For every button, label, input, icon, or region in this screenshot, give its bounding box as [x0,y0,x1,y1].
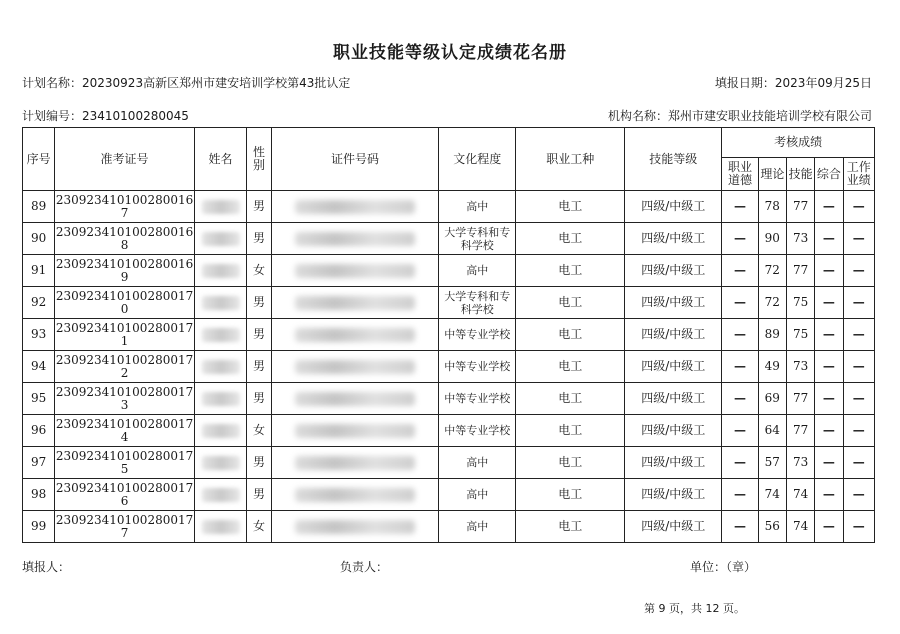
cell-ethics: — [722,319,758,351]
redaction-blur [202,232,240,246]
cell-skill: 74 [786,479,814,511]
cell-seq: 98 [23,479,55,511]
cell-seq: 96 [23,415,55,447]
cell-name-redacted [194,287,247,319]
cell-skill: 73 [786,351,814,383]
redaction-blur [295,232,415,246]
cell-education: 高中 [439,447,516,479]
cell-comprehensive: — [815,223,843,255]
cell-skill-level: 四级/中级工 [625,191,722,223]
col-header-ethics: 职业道德 [722,158,758,191]
cell-work-performance: — [843,479,874,511]
cell-gender: 男 [247,383,271,415]
cell-exam-no: 230923410100280017​4 [55,415,194,447]
cell-seq: 97 [23,447,55,479]
cell-name-redacted [194,415,247,447]
cell-skill-level: 四级/中级工 [625,287,722,319]
cell-comprehensive: — [815,447,843,479]
col-header-id-no: 证件号码 [271,128,439,191]
redaction-blur [295,200,415,214]
cell-ethics: — [722,191,758,223]
cell-ethics: — [722,479,758,511]
cell-exam-no: 230923410100280017​1 [55,319,194,351]
redaction-blur [202,520,240,534]
cell-work-performance: — [843,447,874,479]
cell-id-no-redacted [271,351,439,383]
cell-skill: 77 [786,415,814,447]
redaction-blur [295,360,415,374]
cell-seq: 89 [23,191,55,223]
cell-ethics: — [722,415,758,447]
cell-skill: 77 [786,383,814,415]
unit-seal-label: 单位：（章） [690,560,757,574]
cell-id-no-redacted [271,447,439,479]
cell-gender: 女 [247,415,271,447]
col-header-gender: 性别 [247,128,271,191]
cell-seq: 91 [23,255,55,287]
cell-theory: 56 [758,511,786,543]
cell-comprehensive: — [815,511,843,543]
cell-exam-no: 230923410100280017​2 [55,351,194,383]
redaction-blur [202,264,240,278]
cell-education: 高中 [439,511,516,543]
cell-skill-level: 四级/中级工 [625,351,722,383]
cell-exam-no: 230923410100280017​6 [55,479,194,511]
cell-id-no-redacted [271,319,439,351]
cell-seq: 99 [23,511,55,543]
redaction-blur [295,424,415,438]
redaction-blur [202,360,240,374]
table-row [23,319,875,351]
table-row [23,383,875,415]
col-header-theory: 理论 [758,158,786,191]
cell-theory: 57 [758,447,786,479]
cell-work-performance: — [843,351,874,383]
col-header-assessment: 考核成绩 [722,128,875,158]
col-header-education: 文化程度 [439,128,516,191]
cell-exam-no: 230923410100280017​0 [55,287,194,319]
cell-gender: 男 [247,287,271,319]
cell-skill-level: 四级/中级工 [625,383,722,415]
cell-comprehensive: — [815,383,843,415]
table-row [23,511,875,543]
cell-occupation: 电工 [516,511,625,543]
cell-gender: 女 [247,511,271,543]
cell-occupation: 电工 [516,255,625,287]
cell-occupation: 电工 [516,479,625,511]
cell-comprehensive: — [815,287,843,319]
cell-exam-no: 230923410100280016​7 [55,191,194,223]
cell-skill: 77 [786,191,814,223]
cell-work-performance: — [843,255,874,287]
cell-seq: 92 [23,287,55,319]
redaction-blur [202,200,240,214]
cell-id-no-redacted [271,383,439,415]
cell-name-redacted [194,383,247,415]
cell-seq: 95 [23,383,55,415]
cell-education: 高中 [439,191,516,223]
cell-skill: 75 [786,319,814,351]
cell-name-redacted [194,511,247,543]
col-header-comprehensive: 综合 [815,158,843,191]
cell-education: 大学专科和专科学校 [439,223,516,255]
document-title: 职业技能等级认定成绩花名册 [333,43,567,63]
redaction-blur [295,520,415,534]
col-header-exam-no: 准考证号 [55,128,194,191]
redaction-blur [202,456,240,470]
cell-exam-no: 230923410100280016​9 [55,255,194,287]
cell-occupation: 电工 [516,319,625,351]
cell-work-performance: — [843,511,874,543]
cell-ethics: — [722,511,758,543]
cell-theory: 69 [758,383,786,415]
col-header-work-performance: 工作业绩 [843,158,874,191]
cell-ethics: — [722,287,758,319]
table-row [23,479,875,511]
cell-id-no-redacted [271,415,439,447]
cell-name-redacted [194,223,247,255]
cell-ethics: — [722,255,758,287]
plan-name: 计划名称：20230923高新区郑州市建安培训学校第43批认定 [22,76,351,90]
cell-occupation: 电工 [516,383,625,415]
cell-work-performance: — [843,287,874,319]
cell-theory: 90 [758,223,786,255]
leader-signature-label: 负责人： [340,560,389,574]
cell-skill: 75 [786,287,814,319]
cell-work-performance: — [843,223,874,255]
table-row [23,351,875,383]
score-roster-table [22,127,875,543]
cell-occupation: 电工 [516,223,625,255]
col-header-occupation: 职业工种 [516,128,625,191]
cell-seq: 94 [23,351,55,383]
cell-name-redacted [194,255,247,287]
col-header-seq: 序号 [23,128,55,191]
cell-id-no-redacted [271,479,439,511]
cell-occupation: 电工 [516,415,625,447]
cell-education: 高中 [439,255,516,287]
cell-theory: 72 [758,255,786,287]
cell-exam-no: 230923410100280017​3 [55,383,194,415]
table-row [23,287,875,319]
cell-education: 中等专业学校 [439,351,516,383]
cell-skill-level: 四级/中级工 [625,223,722,255]
table-row [23,191,875,223]
cell-theory: 74 [758,479,786,511]
redaction-blur [295,264,415,278]
cell-skill: 73 [786,223,814,255]
table-row [23,255,875,287]
cell-education: 高中 [439,479,516,511]
redaction-blur [202,488,240,502]
page-indicator: 第 9 页，共 12 页。 [644,602,745,615]
redaction-blur [295,488,415,502]
cell-occupation: 电工 [516,191,625,223]
redaction-blur [202,328,240,342]
fill-date: 填报日期：2023年09月25日 [714,76,872,90]
cell-exam-no: 230923410100280017​7 [55,511,194,543]
redaction-blur [202,392,240,406]
cell-skill-level: 四级/中级工 [625,511,722,543]
cell-education: 中等专业学校 [439,319,516,351]
cell-name-redacted [194,447,247,479]
cell-gender: 男 [247,351,271,383]
organization-name: 机构名称：郑州市建安职业技能培训学校有限公司 [607,109,872,123]
cell-seq: 93 [23,319,55,351]
cell-occupation: 电工 [516,447,625,479]
cell-seq: 90 [23,223,55,255]
cell-name-redacted [194,191,247,223]
cell-work-performance: — [843,415,874,447]
cell-skill-level: 四级/中级工 [625,319,722,351]
redaction-blur [202,296,240,310]
cell-id-no-redacted [271,255,439,287]
cell-comprehensive: — [815,319,843,351]
redaction-blur [295,328,415,342]
redaction-blur [295,296,415,310]
cell-skill: 74 [786,511,814,543]
redaction-blur [295,456,415,470]
col-header-skill: 技能 [786,158,814,191]
cell-exam-no: 230923410100280017​5 [55,447,194,479]
cell-theory: 49 [758,351,786,383]
cell-id-no-redacted [271,287,439,319]
cell-comprehensive: — [815,255,843,287]
table-row [23,447,875,479]
cell-gender: 男 [247,223,271,255]
table-row [23,415,875,447]
cell-skill-level: 四级/中级工 [625,479,722,511]
redaction-blur [202,424,240,438]
cell-id-no-redacted [271,511,439,543]
cell-gender: 女 [247,255,271,287]
cell-gender: 男 [247,447,271,479]
cell-skill: 73 [786,447,814,479]
col-header-name: 姓名 [194,128,247,191]
cell-comprehensive: — [815,479,843,511]
cell-comprehensive: — [815,191,843,223]
cell-work-performance: — [843,383,874,415]
cell-ethics: — [722,223,758,255]
cell-education: 中等专业学校 [439,383,516,415]
cell-work-performance: — [843,191,874,223]
cell-theory: 89 [758,319,786,351]
table-row [23,223,875,255]
cell-gender: 男 [247,191,271,223]
roster-body [23,191,875,543]
cell-education: 大学专科和专科学校 [439,287,516,319]
cell-name-redacted [194,479,247,511]
redaction-blur [295,392,415,406]
cell-gender: 男 [247,319,271,351]
cell-skill: 77 [786,255,814,287]
cell-name-redacted [194,351,247,383]
cell-exam-no: 230923410100280016​8 [55,223,194,255]
cell-work-performance: — [843,319,874,351]
cell-ethics: — [722,383,758,415]
cell-skill-level: 四级/中级工 [625,447,722,479]
cell-comprehensive: — [815,415,843,447]
cell-id-no-redacted [271,223,439,255]
cell-theory: 64 [758,415,786,447]
cell-occupation: 电工 [516,351,625,383]
cell-gender: 男 [247,479,271,511]
cell-theory: 72 [758,287,786,319]
cell-ethics: — [722,351,758,383]
cell-education: 中等专业学校 [439,415,516,447]
col-header-skill-level: 技能等级 [625,128,722,191]
cell-occupation: 电工 [516,287,625,319]
cell-name-redacted [194,319,247,351]
cell-skill-level: 四级/中级工 [625,255,722,287]
cell-ethics: — [722,447,758,479]
cell-id-no-redacted [271,191,439,223]
cell-skill-level: 四级/中级工 [625,415,722,447]
cell-theory: 78 [758,191,786,223]
filler-signature-label: 填报人： [22,560,71,574]
plan-number: 计划编号：23410100280045 [22,109,189,123]
cell-comprehensive: — [815,351,843,383]
